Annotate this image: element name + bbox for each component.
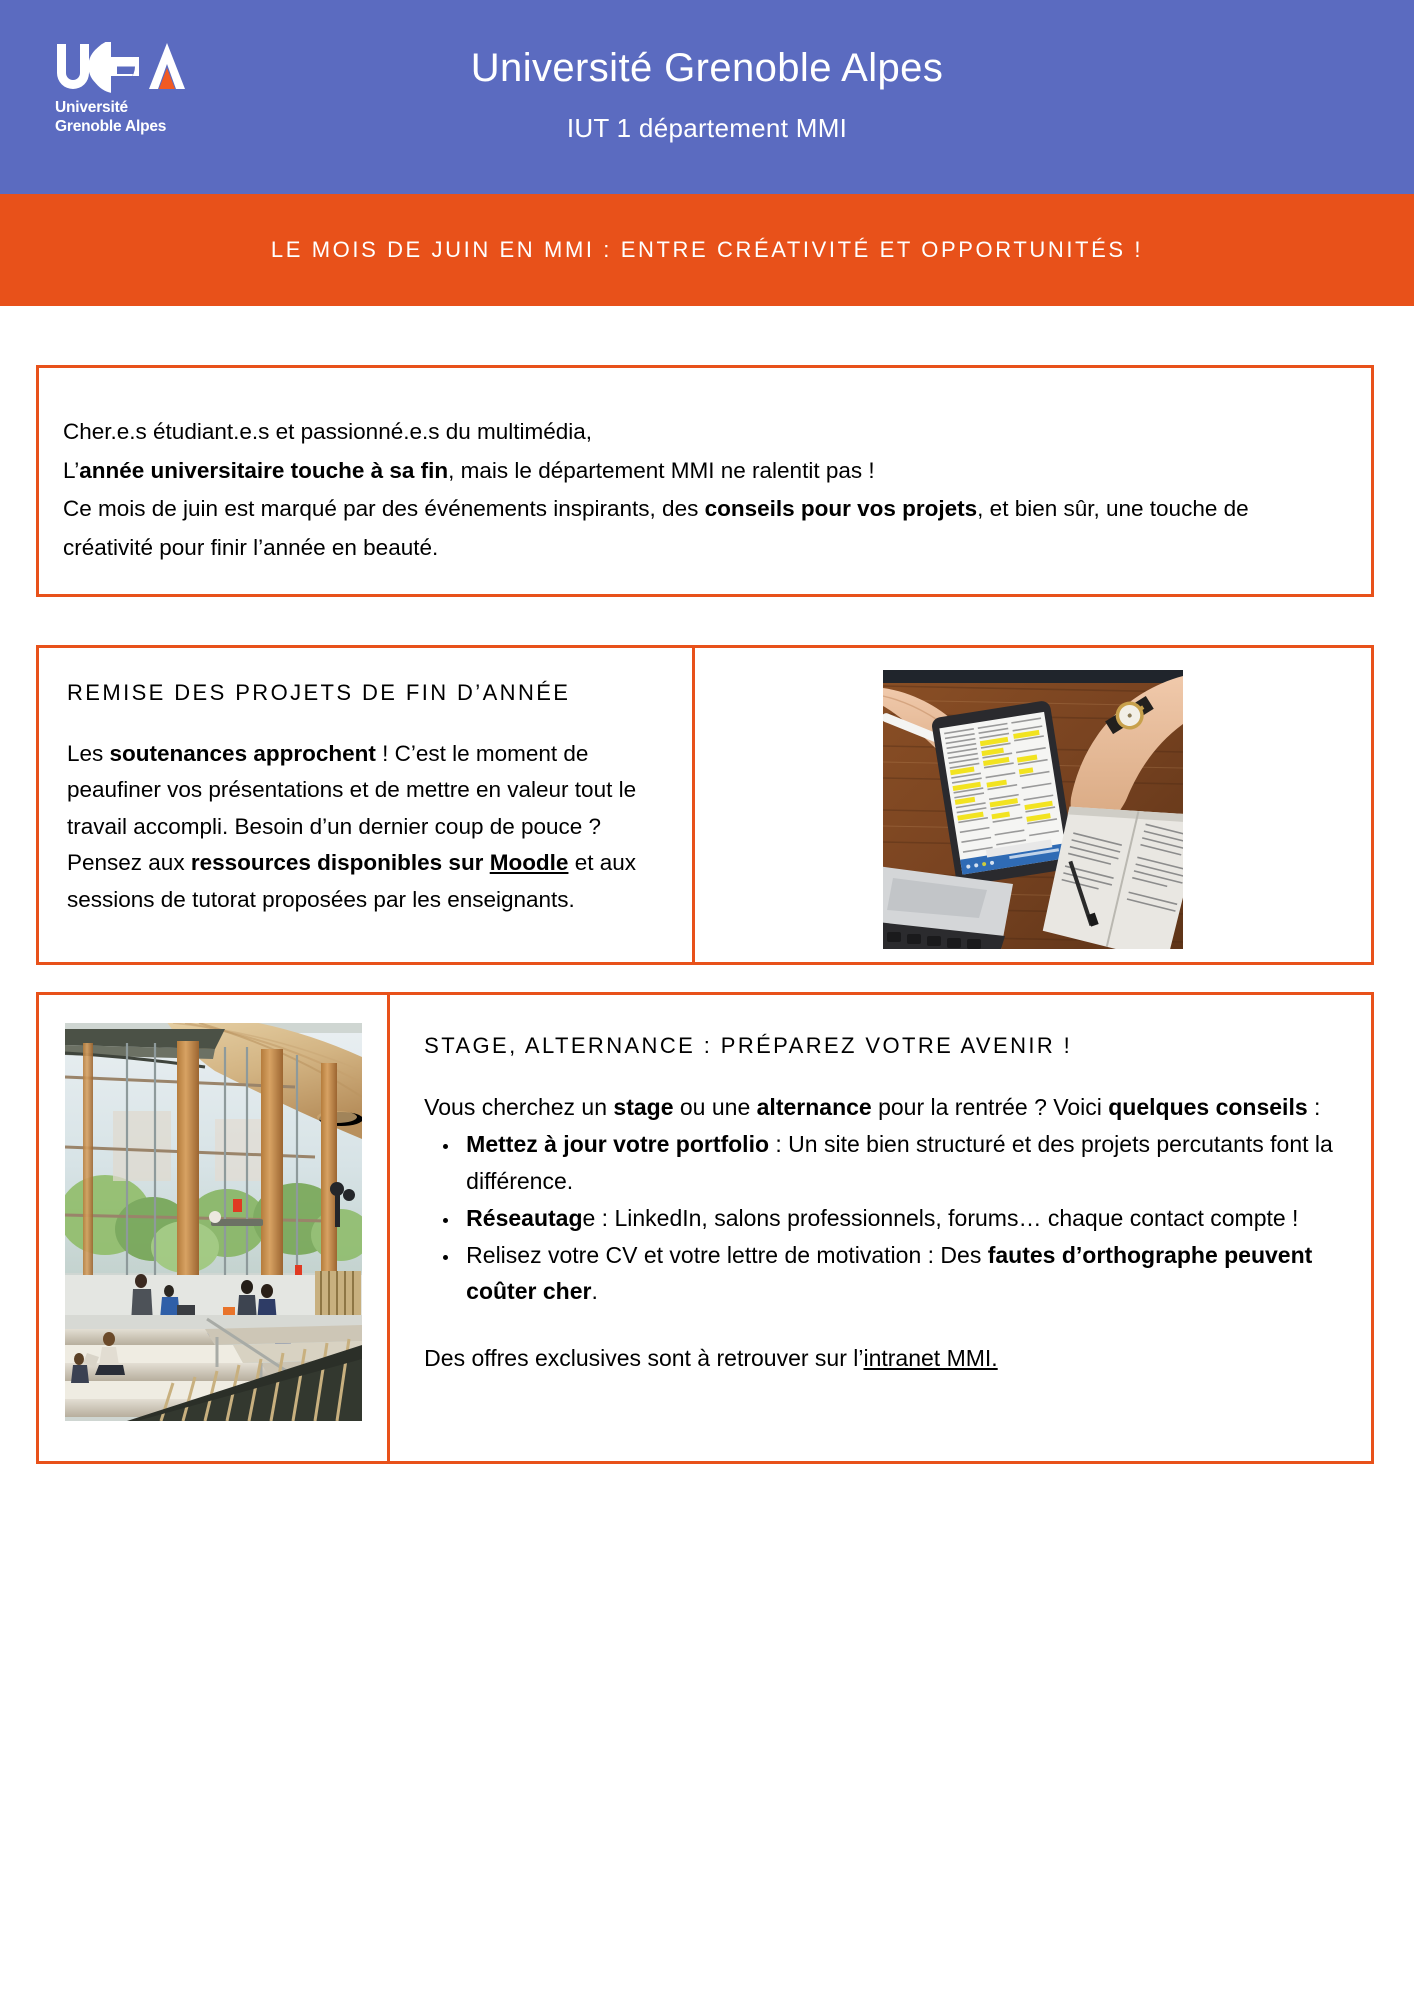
projets-text-1: Les — [67, 741, 110, 766]
section-projets-image-column — [692, 648, 1371, 962]
stage-bold-1: stage — [613, 1094, 674, 1120]
projets-text-2: ! C’est le moment de peaufiner vos présentations et de mettre en valeur tout le travail accompli. Besoin d’un dernier coup de pouce ? Pensez aux — [67, 741, 637, 876]
stage-intro-2: ou une — [673, 1094, 757, 1120]
tip-2-rest: e : LinkedIn, salons professionnels, forums… chaque contact compte ! — [582, 1204, 1299, 1231]
section-stage-intro — [424, 1089, 1337, 1126]
headline-banner — [0, 194, 1414, 306]
page-subtitle: IUT 1 département MMI — [566, 112, 848, 143]
section-stage-image-column — [39, 995, 390, 1461]
header-title-group — [471, 45, 943, 144]
stage-intro-3: pour la rentrée ? Voici — [871, 1094, 1109, 1120]
photo-tablet-desk — [883, 670, 1183, 949]
section-projets-box — [36, 645, 1374, 965]
list-item — [460, 1200, 1337, 1237]
photo-campus-atrium — [65, 1023, 362, 1421]
section-projets-text-column — [39, 648, 692, 962]
intro-line-2-suffix: , mais le département MMI ne ralentit pas ! — [448, 457, 875, 483]
section-stage-closing — [424, 1340, 1337, 1377]
intranet-mmi-link[interactable]: intranet MMI. — [863, 1345, 998, 1372]
projets-bold-2: ressources disponibles sur — [190, 850, 490, 876]
intro-line-3-bold: conseils pour vos projets — [704, 496, 978, 522]
section-projets-heading: REMISE DES PROJETS DE FIN D’ANNÉE — [67, 680, 571, 705]
section-stage-text-column — [390, 995, 1371, 1461]
page-title: Université Grenoble Alpes — [470, 45, 944, 90]
intro-line-3-prefix: Ce mois de juin est marqué par des événements inspirants, des — [63, 496, 705, 522]
tip-3-bold-tail: fautes d’orthographe peuvent coûter cher — [466, 1241, 1313, 1305]
stage-bold-3: quelques conseils — [1108, 1094, 1308, 1120]
uga-logo-subtitle-line2: Grenoble Alpes — [55, 117, 167, 135]
tip-1-bold: Mettez à jour votre portfolio — [466, 1131, 770, 1158]
list-item — [460, 1237, 1337, 1311]
photo-tablet-desk-graphic — [883, 670, 1183, 949]
stage-intro-1: Vous cherchez un — [424, 1094, 614, 1120]
intro-box — [36, 365, 1374, 597]
tip-3-rest: Relisez votre CV et votre lettre de motivation : Des — [466, 1241, 988, 1268]
projets-text-3: et aux sessions de tutorat proposées par les enseignants. — [67, 850, 636, 912]
uga-logo-subtitle-line1: Université — [55, 99, 128, 116]
section-stage-box — [36, 992, 1374, 1464]
list-item — [460, 1126, 1337, 1200]
tip-2-bold: Réseautag — [466, 1204, 583, 1231]
section-projets-body — [67, 736, 672, 918]
tip-1-rest: : Un site bien structuré et des projets percutants font la différence. — [466, 1131, 1333, 1195]
closing-prefix: Des offres exclusives sont à retrouver sur l’ — [424, 1345, 864, 1372]
headline-banner-text: LE MOIS DE JUIN EN MMI : ENTRE CRÉATIVITÉ ET OPPORTUNITÉS ! — [270, 237, 1144, 262]
intro-line-1: Cher.e.s étudiant.e.s et passionné.e.s du multimédia, — [63, 419, 593, 444]
intro-line-3-suffix: , et bien sûr, une touche de créativité pour finir l’année en beauté. — [63, 496, 1249, 561]
moodle-link[interactable]: Moodle — [489, 850, 569, 876]
stage-intro-4: : — [1307, 1094, 1321, 1120]
tip-3-tail: . — [591, 1278, 598, 1305]
photo-campus-atrium-graphic — [65, 1023, 362, 1421]
intro-line-2-prefix: L’ — [63, 457, 80, 483]
section-stage-heading: STAGE, ALTERNANCE : PRÉPAREZ VOTRE AVENIR ! — [424, 1033, 1073, 1058]
stage-tips-list — [460, 1126, 1337, 1310]
uga-logo-subtitle — [55, 99, 205, 137]
intro-text — [63, 413, 1341, 568]
intro-line-2-bold: année universitaire touche à sa fin — [79, 457, 449, 483]
page-header — [0, 0, 1414, 194]
projets-bold-1: soutenances approchent — [109, 741, 376, 766]
uga-logo — [55, 42, 205, 137]
uga-logo-mark — [55, 42, 187, 94]
stage-bold-2: alternance — [756, 1094, 872, 1120]
